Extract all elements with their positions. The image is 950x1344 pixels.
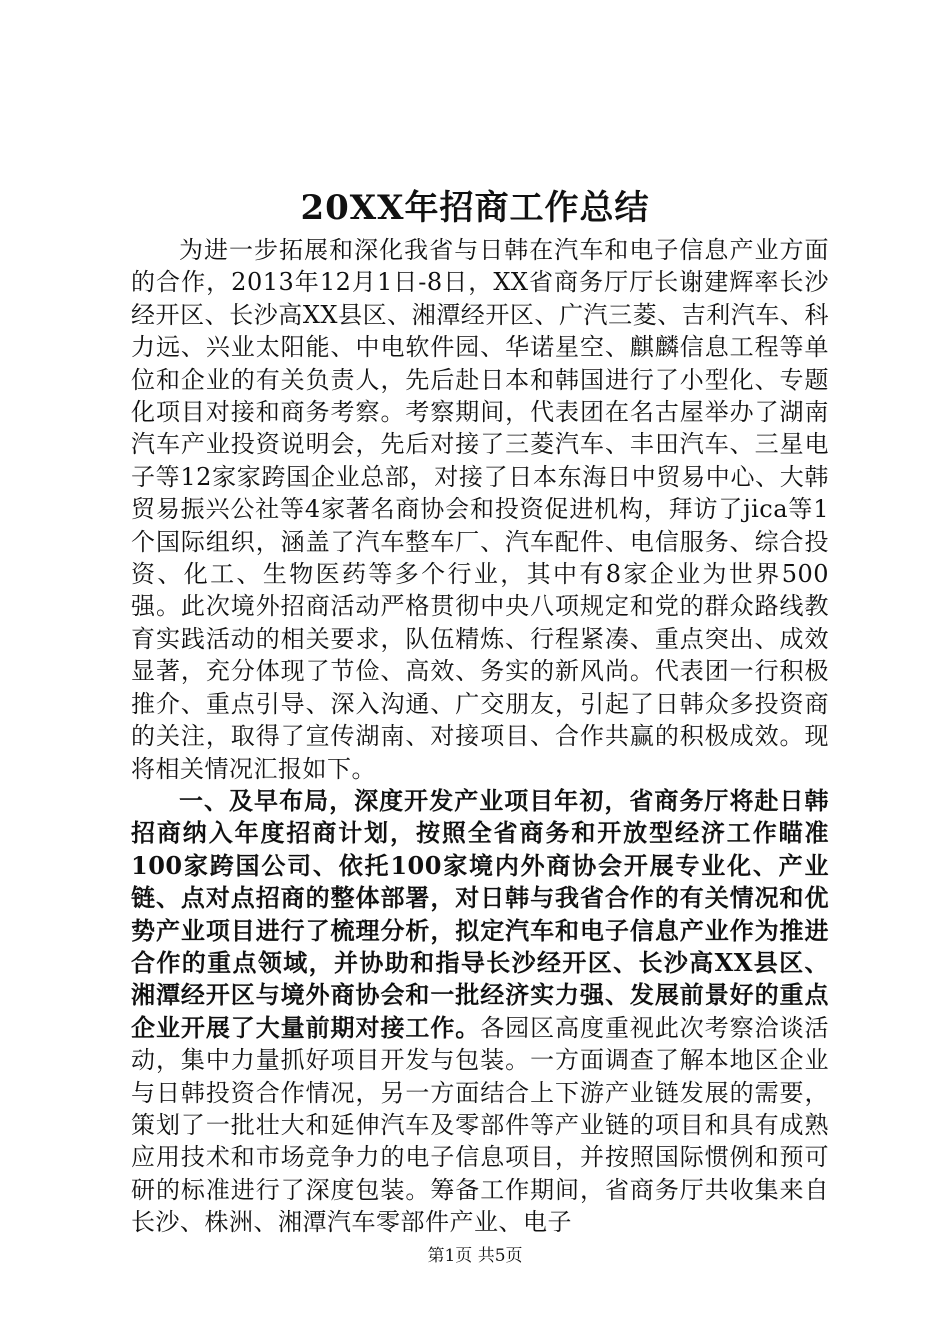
section-one-body-text: 各园区高度重视此次考察洽谈活动，集中力量抓好项目开发与包装。一方面调查了解本地区企业与日韩投资合作情况，另一方面结合上下游产业链发展的需要，策划了一批壮大和延伸汽车及零部件等产业链的项目和具有成熟应用技术和市场竞争力的电子信息项目，并按照国际惯例和预可研的标准进行了深度包装。筹备工作期间，省商务厅共收集来自长沙、株洲、湘潭汽车零部件产业、电子 [131, 1013, 830, 1237]
section-one-heading-text: 一、及早布局，深度开发产业项目年初，省商务厅将赴日韩招商纳入年度招商计划，按照全省商务和开放型经济工作瞄准100家跨国公司、依托100家境内外商协会开展专业化、产业链、点对点招商的整体部署，对日韩与我省合作的有关情况和优势产业项目进行了梳理分析，拟定汽车和电子信息产业作为推进合作的重点领域，并协助和指导长沙经开区、长沙高XX县区、湘潭经开区与境外商协会和一批经济实力强、发展前景好的重点企业开展了大量前期对接工作。 [131, 785, 829, 1042]
paragraph-intro: 为进一步拓展和深化我省与日韩在汽车和电子信息产业方面的合作，2013年12月1日-8日，XX省商务厅厅长谢建辉率长沙经开区、长沙高XX县区、湘潭经开区、广汽三菱、吉利汽车、科力远、兴业太阳能、中电软件园、华诺星空、麒麟信息工程等单位和企业的有关负责人，先后赴日本和韩国进行了小型化、专题化项目对接和商务考察。考察期间，代表团在名古屋举办了湖南汽车产业投资说明会，先后对接了三菱汽车、丰田汽车、三星电子等12家家跨国企业总部，对接了日本东海日中贸易中心、大韩贸易振兴公社等4家著名商协会和投资促进机构，拜访了jica等1个国际组织，涵盖了汽车整车厂、汽车配件、电信服务、综合投资、化工、生物医药等多个行业，其中有8家企业为世界500强。此次境外招商活动严格贯彻中央八项规定和党的群众路线教育实践活动的相关要求，队伍精炼、行程紧凑、重点突出、成效显著，充分体现了节俭、高效、务实的新风尚。代表团一行积极推介、重点引导、深入沟通、广交朋友，引起了日韩众多投资商的关注，取得了宣传湖南、对接项目、合作共赢的积极成效。现将相关情况汇报如下。 [131, 236, 829, 783]
document-body [131, 234, 829, 1239]
document-title: 20XX年招商工作总结 [300, 188, 650, 228]
page-footer: 第1页 共5页 [427, 1246, 523, 1266]
paragraph-section-one [131, 785, 829, 1239]
